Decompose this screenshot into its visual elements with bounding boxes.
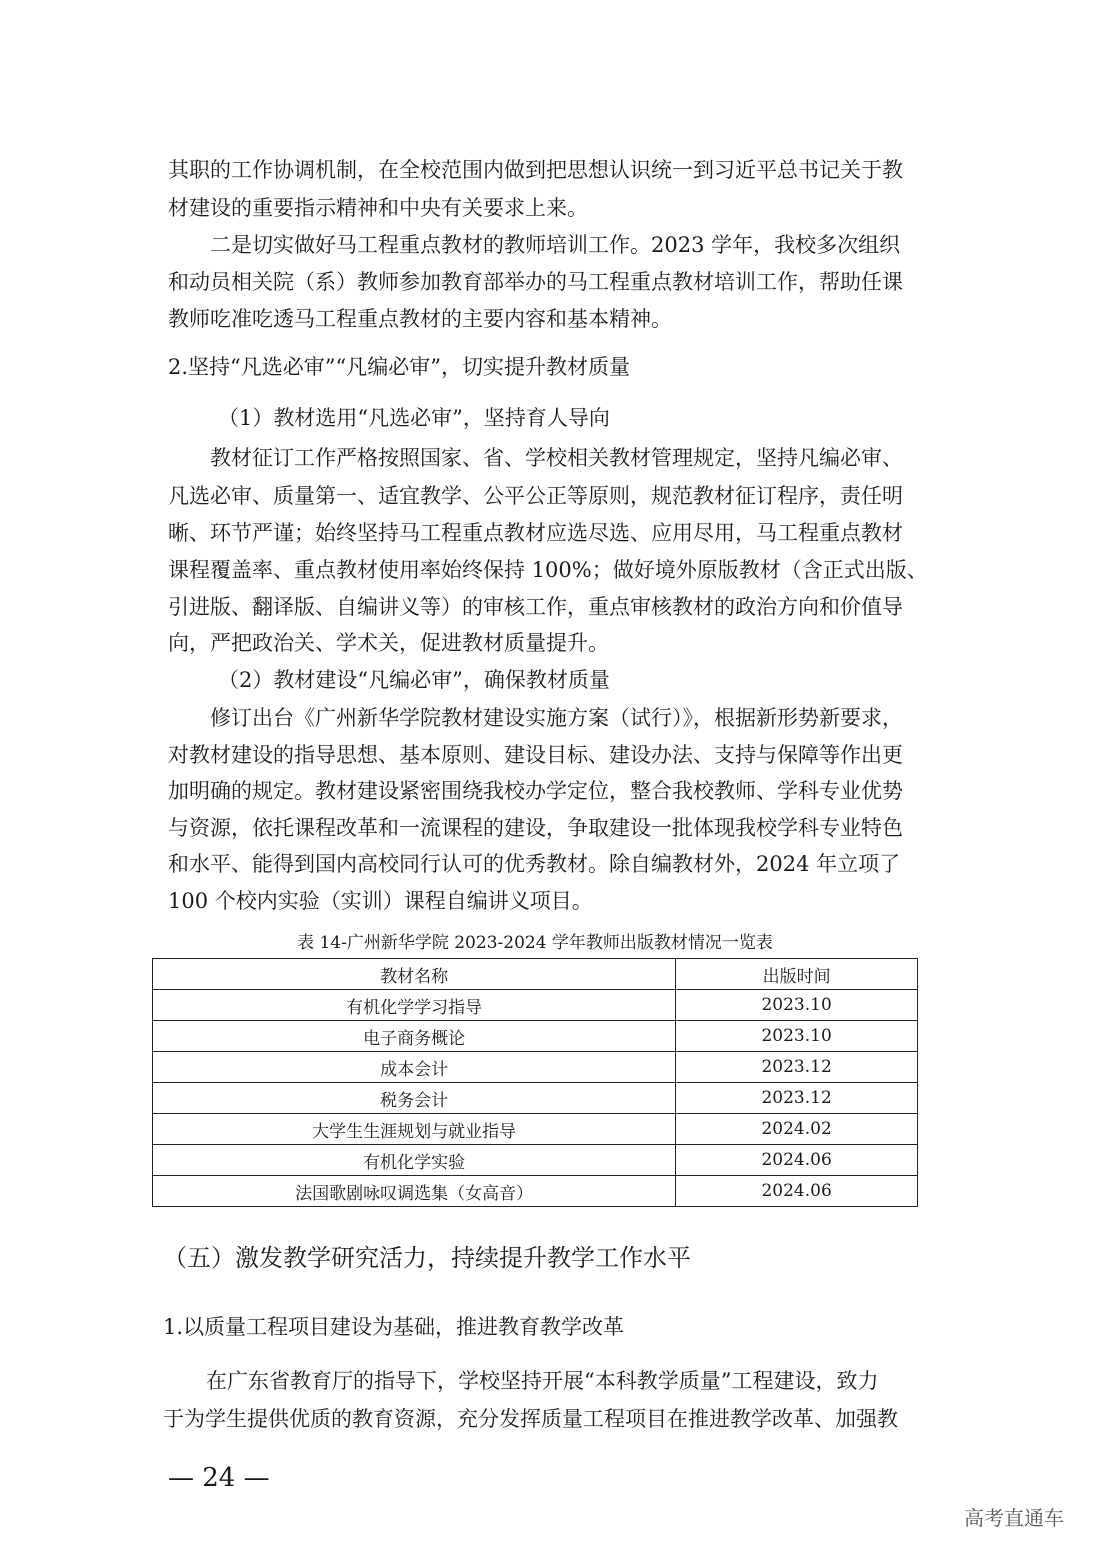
cell-date: 2023.10 [676,990,918,1021]
watermark-text: 高考直通车 [964,1506,1064,1530]
page-number: — 24 — [168,1463,270,1493]
table-row [153,1021,918,1052]
body-line: 凡选必审、质量第一、适宜教学、公平公正等原则，规范教材征订程序，责任明 [168,484,903,508]
cell-date: 2023.12 [676,1052,918,1083]
table-caption: 表 14-广州新华学院 2023-2024 学年教师出版教材情况一览表 [297,933,773,953]
table-row [153,1114,918,1145]
section-heading: 2.坚持“凡选必审”“凡编必审”，切实提升教材质量 [168,355,630,379]
body-line: 引进版、翻译版、自编讲义等）的审核工作，重点审核教材的政治方向和价值导 [168,595,903,619]
body-line: 和水平、能得到国内高校同行认可的优秀教材。除自编教材外，2024 年立项了 [168,852,901,876]
body-line: 其职的工作协调机制，在全校范围内做到把思想认识统一到习近平总书记关于教 [168,158,903,182]
body-line: 材建设的重要指示精神和中央有关要求上来。 [168,196,588,220]
cell-title: 税务会计 [153,1083,676,1114]
subsection-heading: （2）教材建设“凡编必审”，确保教材质量 [218,668,610,692]
table-header-row [153,959,918,990]
table-row [153,1176,918,1207]
body-line: 课程覆盖率、重点教材使用率始终保持 100%；做好境外原版教材（含正式出版、 [168,558,928,582]
body-line: 修订出台《广州新华学院教材建设实施方案（试行）》，根据新形势新要求， [210,706,903,730]
table-row [153,1145,918,1176]
section-heading: 1.以质量工程项目建设为基础，推进教育教学改革 [163,1315,625,1339]
cell-date: 2024.02 [676,1114,918,1145]
cell-title: 电子商务概论 [153,1021,676,1052]
table-row [153,990,918,1021]
column-header-date: 出版时间 [676,959,918,990]
body-line: 100 个校内实验（实训）课程自编讲义项目。 [168,889,593,913]
body-line: 对教材建设的指导思想、基本原则、建设目标、建设办法、支持与保障等作出更 [168,743,903,767]
cell-date: 2023.10 [676,1021,918,1052]
body-line: 教师吃准吃透马工程重点教材的主要内容和基本精神。 [168,307,672,331]
cell-title: 有机化学实验 [153,1145,676,1176]
cell-title: 成本会计 [153,1052,676,1083]
table-row [153,1083,918,1114]
cell-date: 2023.12 [676,1083,918,1114]
cell-date: 2024.06 [676,1176,918,1207]
body-line: 和动员相关院（系）教师参加教育部举办的马工程重点教材培训工作，帮助任课 [168,270,903,294]
body-line: 在广东省教育厅的指导下，学校坚持开展“本科教学质量”工程建设，致力 [206,1369,879,1393]
body-line: 教材征订工作严格按照国家、省、学校相关教材管理规定，坚持凡编必审、 [210,446,903,470]
cell-title: 有机化学学习指导 [153,990,676,1021]
body-line: 于为学生提供优质的教育资源，充分发挥质量工程项目在推进教学改革、加强教 [163,1407,898,1431]
body-line: 二是切实做好马工程重点教材的教师培训工作。2023 学年，我校多次组织 [210,233,901,257]
body-line: 向，严把政治关、学术关，促进教材质量提升。 [168,631,609,655]
subsection-heading: （1）教材选用“凡选必审”，坚持育人导向 [218,406,610,430]
cell-title: 法国歌剧咏叹调选集（女高音） [153,1176,676,1207]
body-line: 与资源，依托课程改革和一流课程的建设，争取建设一批体现我校学科专业特色 [168,816,903,840]
table-row [153,1052,918,1083]
cell-date: 2024.06 [676,1145,918,1176]
body-line: 晰、环节严谨；始终坚持马工程重点教材应选尽选、应用尽用，马工程重点教材 [168,521,903,545]
body-line: 加明确的规定。教材建设紧密围绕我校办学定位，整合我校教师、学科专业优势 [168,779,903,803]
column-header-title: 教材名称 [153,959,676,990]
cell-title: 大学生生涯规划与就业指导 [153,1114,676,1145]
chapter-heading: （五）激发教学研究活力，持续提升教学工作水平 [163,1244,691,1272]
textbook-table [152,958,918,1207]
